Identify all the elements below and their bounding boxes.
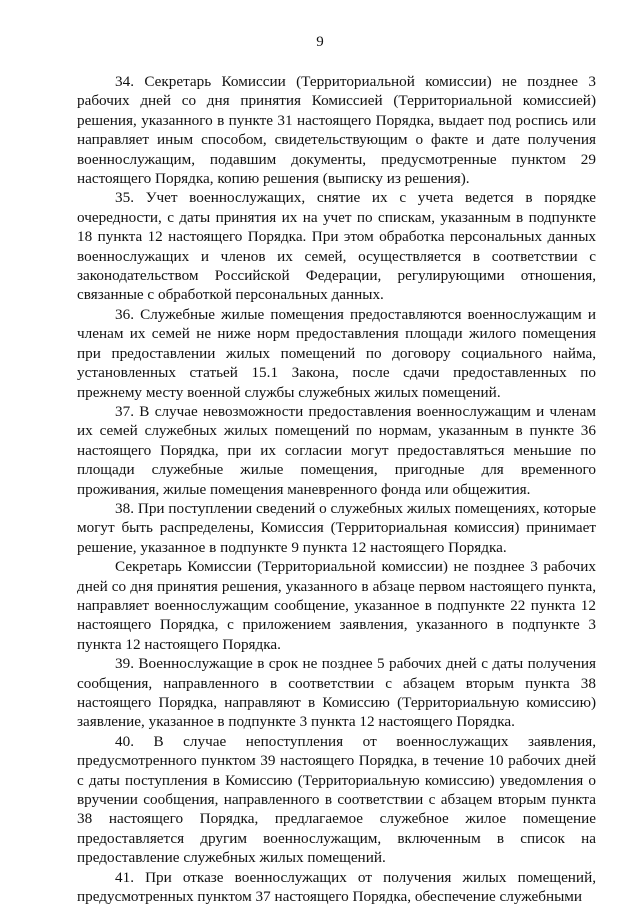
paragraph-36: 36. Служебные жилые помещения предоставляются военнослужащим и членам их семей не ниже норм предоставления площади жилого помещения при предоставлении жилых помещений по договору социального найма, установленных статьей 15.1 Закона, после сдачи предоставленных по прежнему месту военной службы служебных жилых помещений. [77,305,596,401]
paragraph-38: 38. При поступлении сведений о служебных жилых помещениях, которые могут быть распределены, Комиссия (Территориальная комиссия) принимает решение, указанное в подпункте 9 пункта 12 настоящего Порядка. [77,499,596,556]
paragraph-39: 39. Военнослужащие в срок не позднее 5 рабочих дней с даты получения сообщения, направленного в соответствии с абзацем вторым пункта 38 настоящего Порядка, направляют в Комиссию (Территориальную комиссию) заявление, указанное в подпункте 3 пункта 12 настоящего Порядка. [77,655,596,731]
paragraph-34: 34. Секретарь Комиссии (Территориальной комиссии) не позднее 3 рабочих дней со дня принятия Комиссией (Территориальной комиссией) решения, указанного в пункте 31 настоящего Порядка, выдает под роспись или направляет иным способом, свидетельствующим о факте и дате получения военнослужащим, подавшим документы, предусмотренные пунктом 29 настоящего Порядка, копию решения (выписку из решения). [77,73,596,188]
paragraph-41: 41. При отказе военнослужащих от получения жилых помещений, предусмотренных пунктом 37 настоящего Порядка, обеспечение служебными [77,868,596,906]
paragraph-37: 37. В случае невозможности предоставления военнослужащим и членам их семей служебных жилых помещений по нормам, указанным в пункте 36 настоящего Порядка, при их согласии могут предоставляться меньшие по площади служебные жилые помещения, пригодные для временного проживания, жилые помещения маневренного фонда или общежития. [77,402,596,498]
paragraph-40: 40. В случае непоступления от военнослужащих заявления, предусмотренного пунктом 39 настоящего Порядка, в течение 10 рабочих дней с даты поступления в Комиссию (Территориальную комиссию) уведомления о вручении сообщения, направленного в соответствии с абзацем вторым пункта 38 настоящего Порядка, предлагаемое служебное жилое помещение предоставляется другим военнослужащим, включенным в список на предоставление служебных жилых помещений. [77,732,596,867]
page-number: 9 [316,34,324,50]
document-body [77,72,596,906]
paragraph-35: 35. Учет военнослужащих, снятие их с учета ведется в порядке очередности, с даты принятия их на учет по спискам, указанным в подпункте 18 пункта 12 настоящего Порядка. При этом обработка персональных данных военнослужащих и членов их семей, осуществляется в соответствии с законодательством Российской Федерации, регулирующими отношения, связанные с обработкой персональных данных. [77,189,596,304]
paragraph-38-second: Секретарь Комиссии (Территориальной комиссии) не позднее 3 рабочих дней со дня принятия решения, указанного в абзаце первом настоящего пункта, направляет военнослужащим сообщение, указанное в подпункте 22 пункта 12 настоящего Порядка, с приложением заявления, указанного в подпункте 3 пункта 12 настоящего Порядка. [77,558,596,653]
